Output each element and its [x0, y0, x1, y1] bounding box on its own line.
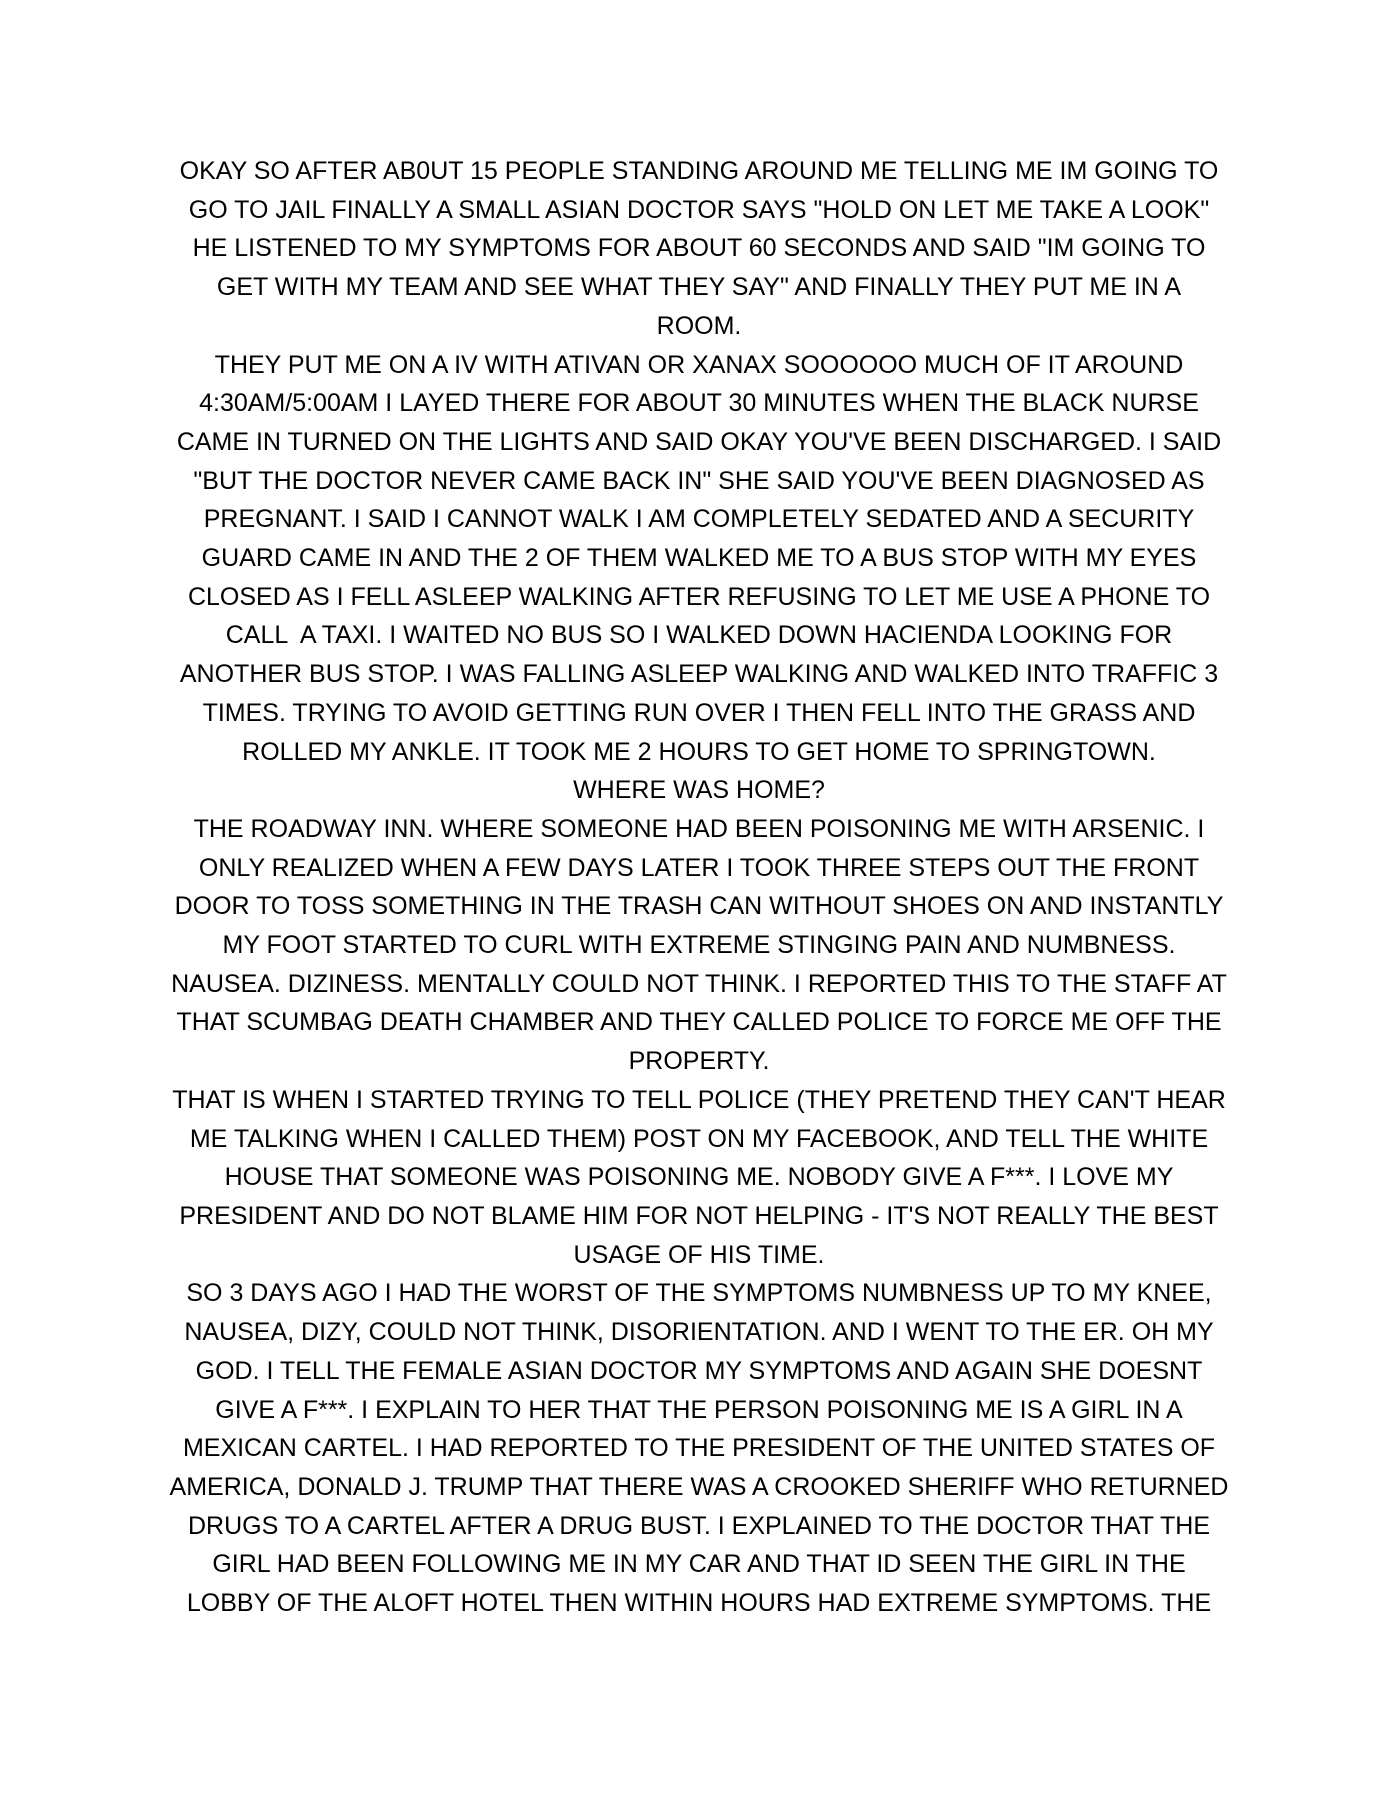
text-line: "BUT THE DOCTOR NEVER CAME BACK IN" SHE SAID YOU'VE BEEN DIAGNOSED AS — [193, 466, 1205, 495]
text-line: MEXICAN CARTEL. I HAD REPORTED TO THE PRESIDENT OF THE UNITED STATES OF — [182, 1434, 1216, 1463]
text-line: PRESIDENT AND DO NOT BLAME HIM FOR NOT HELPING - IT'S NOT REALLY THE BEST — [179, 1201, 1219, 1230]
text-line: PROPERTY. — [628, 1047, 770, 1076]
text-line: USAGE OF HIS TIME. — [573, 1240, 825, 1269]
text-line: ONLY REALIZED WHEN A FEW DAYS LATER I TOOK THREE STEPS OUT THE FRONT — [198, 853, 1200, 882]
text-line: AMERICA, DONALD J. TRUMP THAT THERE WAS A CROOKED SHERIFF WHO RETURNED — [169, 1472, 1229, 1501]
text-line: HE LISTENED TO MY SYMPTOMS FOR ABOUT 60 SECONDS AND SAID "IM GOING TO — [192, 234, 1206, 263]
text-line: WHERE WAS HOME? — [573, 776, 825, 805]
text-line: GOD. I TELL THE FEMALE ASIAN DOCTOR MY SYMPTOMS AND AGAIN SHE DOESNT — [195, 1356, 1203, 1385]
text-line: THAT IS WHEN I STARTED TRYING TO TELL POLICE (THEY PRETEND THEY CAN'T HEAR — [172, 1085, 1226, 1114]
text-line: SO 3 DAYS AGO I HAD THE WORST OF THE SYMPTOMS NUMBNESS UP TO MY KNEE, — [186, 1279, 1212, 1308]
text-line: ROLLED MY ANKLE. IT TOOK ME 2 HOURS TO GET HOME TO SPRINGTOWN. — [242, 737, 1156, 766]
text-line: CLOSED AS I FELL ASLEEP WALKING AFTER REFUSING TO LET ME USE A PHONE TO — [187, 582, 1211, 611]
text-line: MY FOOT STARTED TO CURL WITH EXTREME STINGING PAIN AND NUMBNESS. — [222, 931, 1176, 960]
text-line: GUARD CAME IN AND THE 2 OF THEM WALKED ME TO A BUS STOP WITH MY EYES — [201, 544, 1197, 573]
text-line: DOOR TO TOSS SOMETHING IN THE TRASH CAN WITHOUT SHOES ON AND INSTANTLY — [174, 892, 1224, 921]
document-text — [0, 152, 1398, 1623]
text-line: CAME IN TURNED ON THE LIGHTS AND SAID OKAY YOU'VE BEEN DISCHARGED. I SAID — [176, 427, 1222, 456]
text-line: CALL A TAXI. I WAITED NO BUS SO I WALKED DOWN HACIENDA LOOKING FOR — [225, 621, 1173, 650]
text-line: THE ROADWAY INN. WHERE SOMEONE HAD BEEN POISONING ME WITH ARSENIC. I — [193, 814, 1205, 843]
text-line: LOBBY OF THE ALOFT HOTEL THEN WITHIN HOURS HAD EXTREME SYMPTOMS. THE — [186, 1589, 1212, 1618]
text-line: OKAY SO AFTER AB0UT 15 PEOPLE STANDING AROUND ME TELLING ME IM GOING TO — [179, 157, 1219, 185]
text-line: NAUSEA, DIZY, COULD NOT THINK, DISORIENTATION. AND I WENT TO THE ER. OH MY — [184, 1318, 1214, 1347]
text-line: NAUSEA. DIZINESS. MENTALLY COULD NOT THINK. I REPORTED THIS TO THE STAFF AT — [171, 969, 1227, 998]
text-line: GIRL HAD BEEN FOLLOWING ME IN MY CAR AND THAT ID SEEN THE GIRL IN THE — [212, 1550, 1186, 1579]
text-line: ROOM. — [656, 311, 742, 340]
text-line: GO TO JAIL FINALLY A SMALL ASIAN DOCTOR SAYS "HOLD ON LET ME TAKE A LOOK" — [188, 195, 1210, 224]
text-line: DRUGS TO A CARTEL AFTER A DRUG BUST. I EXPLAINED TO THE DOCTOR THAT THE — [187, 1511, 1211, 1540]
text-line: PREGNANT. I SAID I CANNOT WALK I AM COMPLETELY SEDATED AND A SECURITY — [203, 505, 1195, 534]
text-line: TIMES. TRYING TO AVOID GETTING RUN OVER I THEN FELL INTO THE GRASS AND — [202, 698, 1196, 727]
text-line: 4:30AM/5:00AM I LAYED THERE FOR ABOUT 30 MINUTES WHEN THE BLACK NURSE — [199, 389, 1199, 418]
text-line: HOUSE THAT SOMEONE WAS POISONING ME. NOBODY GIVE A F***. I LOVE MY — [224, 1163, 1174, 1192]
text-line: ANOTHER BUS STOP. I WAS FALLING ASLEEP WALKING AND WALKED INTO TRAFFIC 3 — [179, 660, 1219, 689]
text-line: ME TALKING WHEN I CALLED THEM) POST ON MY FACEBOOK, AND TELL THE WHITE — [189, 1124, 1209, 1153]
text-line: THEY PUT ME ON A IV WITH ATIVAN OR XANAX SOOOOOO MUCH OF IT AROUND — [214, 350, 1184, 379]
text-line: GIVE A F***. I EXPLAIN TO HER THAT THE PERSON POISONING ME IS A GIRL IN A — [215, 1395, 1183, 1424]
text-line: THAT SCUMBAG DEATH CHAMBER AND THEY CALLED POLICE TO FORCE ME OFF THE — [176, 1008, 1222, 1037]
text-line: GET WITH MY TEAM AND SEE WHAT THEY SAY" AND FINALLY THEY PUT ME IN A — [216, 273, 1182, 302]
